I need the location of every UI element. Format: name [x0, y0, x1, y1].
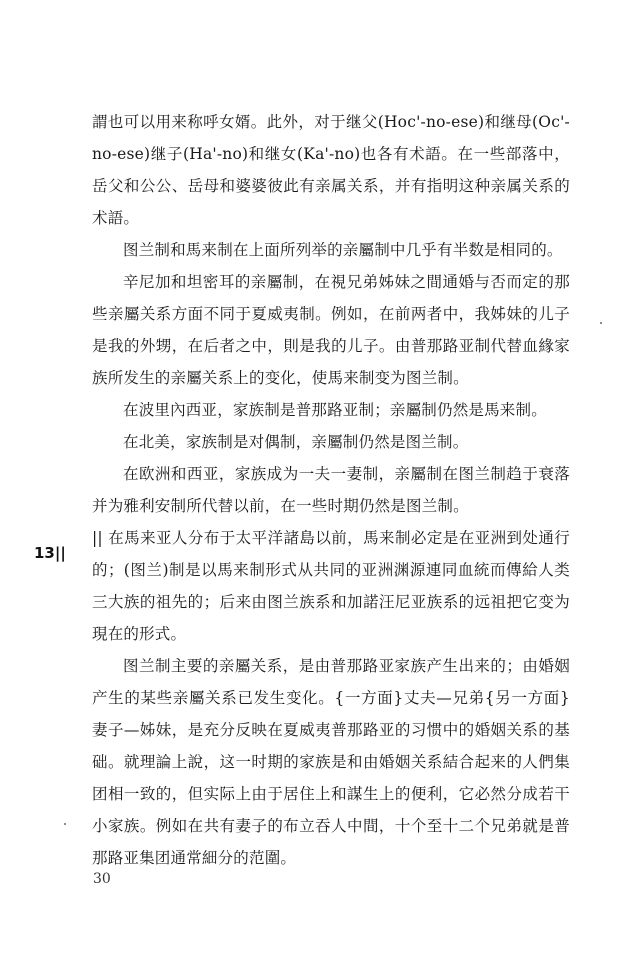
paragraph-continuation: 謂也可以用来称呼女婿。此外，对于继父(Hoc'-no-ese)和继母(Oc'-no-ese)继子(Ha'-no)和继女(Ka'-no)也各有术語。在一些部落中，岳父和公公、岳母和婆婆彼此有亲属关系，并有指明这种亲属关系的术語。 — [92, 113, 570, 227]
paragraph-3: 辛尼加和坦密耳的亲屬制，在視兄弟姊妹之間通婚与否而定的那些亲屬关系方面不同于夏威夷制。例如，在前两者中，我姊妹的儿子是我的外甥，在后者之中，則是我的儿子。由普那路亚制代替血緣家族所发生的亲屬关系上的变化，使馬来制变为图兰制。 — [92, 273, 570, 387]
scan-speck — [600, 322, 602, 324]
paragraph-5: 在北美，家族制是对偶制，亲屬制仍然是图兰制。 — [123, 433, 469, 451]
paragraph-7: || 在馬来亚人分布于太平洋諸島以前，馬来制必定是在亚洲到处通行的；(图兰)制是以馬来制形式从共同的亚洲渊源連同血統而傳給人类三大族的祖先的；后来由图兰族系和加諾汪尼亚族系的远祖把它变为現在的形式。 — [92, 529, 570, 643]
paragraph-2: 图兰制和馬来制在上面所列举的亲屬制中几乎有半数是相同的。 — [123, 241, 563, 259]
margin-marker: 13|| — [34, 544, 66, 562]
page-number: 30 — [93, 871, 111, 887]
body-text — [92, 106, 570, 874]
paragraph-4: 在波里內西亚，家族制是普那路亚制；亲屬制仍然是馬来制。 — [123, 401, 547, 419]
scan-speck — [64, 823, 66, 825]
paragraph-6: 在欧洲和西亚，家族成为一夫一妻制，亲屬制在图兰制趋于衰落并为雅利安制所代替以前，在一些时期仍然是图兰制。 — [92, 465, 570, 515]
paragraph-8: 图兰制主要的亲屬关系，是由普那路亚家族产生出来的；由婚姻产生的某些亲屬关系已发生变化。{一方面}丈夫—兄弟{另一方面}妻子—姊妹，是充分反映在夏威夷普那路亚的习惯中的婚姻关系的基础。就理論上說，这一时期的家族是和由婚姻关系結合起来的人們集团相一致的，但实际上由于居住上和謀生上的便利，它必然分成若干小家族。例如在共有妻子的布立吞人中間，十个至十二个兄弟就是普那路亚集团通常細分的范圍。 — [92, 657, 570, 867]
